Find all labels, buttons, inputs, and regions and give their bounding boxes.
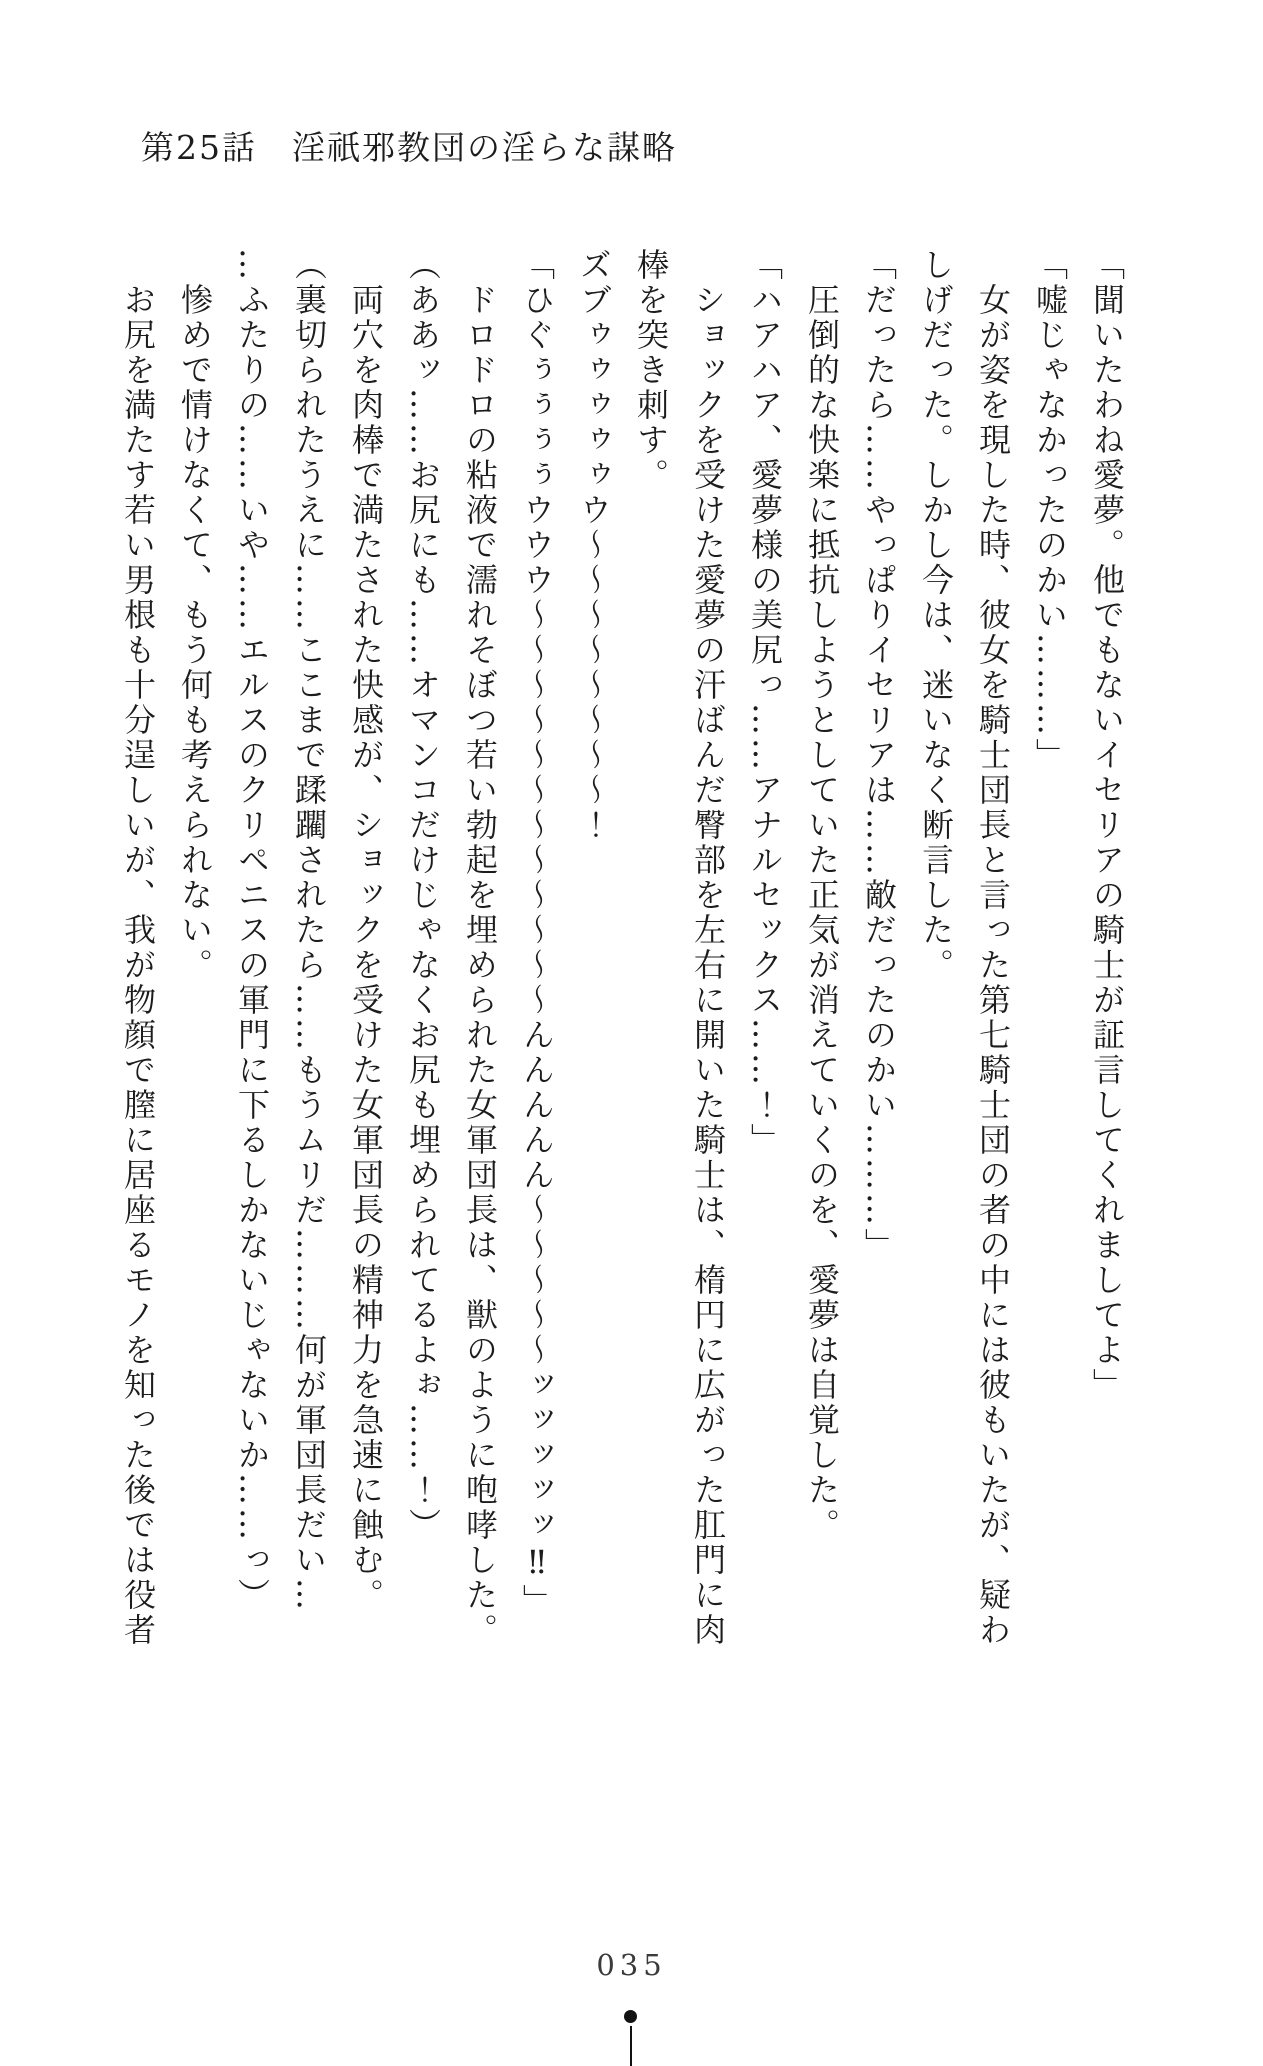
text-line: 「だったら……やっぱりイセリアは……敵だったのかい………」: [860, 248, 898, 1263]
text-line: ショックを受けた愛夢の汗ばんだ臀部を左右に開いた騎士は、楕円に広がった肛門に肉: [689, 248, 727, 1648]
chapter-header: 第25話 淫祇邪教団の淫らな謀略: [141, 128, 677, 167]
text-line: ドロドロの粘液で濡れそぼつ若い勃起を埋められた女軍団長は、獣のように咆哮した。: [461, 248, 499, 1648]
text-line: 両穴を肉棒で満たされた快感が、ショックを受けた女軍団長の精神力を急速に蝕む。: [347, 248, 385, 1613]
text-line: 圧倒的な快楽に抵抗しようとしていた正気が消えていくのを、愛夢は自覚した。: [803, 248, 841, 1543]
text-line: 惨めで情けなくて、もう何も考えられない。: [176, 248, 214, 983]
page-number: 035: [596, 1948, 667, 1982]
text-line: 女が姿を現した時、彼女を騎士団長と言った第七騎士団の者の中には彼もいたが、疑わ: [974, 248, 1012, 1648]
text-line: 「聞いたわね愛夢。他でもないイセリアの騎士が証言してくれましてよ」: [1088, 248, 1126, 1403]
fold-mark-dot: [624, 2010, 637, 2023]
text-line: お尻を満たす若い男根も十分逞しいが、我が物顔で膣に居座るモノを知った後では役者: [119, 248, 157, 1648]
text-line: （裏切られたうえに……ここまで蹂躙されたら……もうムリだ………何が軍団長だい…: [290, 248, 328, 1613]
text-line: （ああッ……お尻にも……オマンコだけじゃなくお尻も埋められてるよぉ……！）: [404, 248, 442, 1543]
fold-mark-line: [630, 2026, 632, 2066]
text-line: 「ハアハア、愛夢様の美尻っ……アナルセックス……！」: [746, 248, 784, 1158]
text-line: …ふたりの……いや……エルスのクリペニスの軍門に下るしかないじゃないか……っ）: [233, 248, 271, 1613]
text-line: 「ひぐぅぅぅぅウウウ〜〜〜〜〜〜〜〜〜〜〜〜んんんんん〜〜〜〜〜ッッッッッ‼」: [518, 248, 556, 1619]
text-line: 「嘘じゃなかったのかい………」: [1031, 248, 1069, 773]
text-line: しげだった。しかし今は、迷いなく断言した。: [917, 248, 955, 983]
text-line: ズブゥゥゥゥゥウ〜〜〜〜〜〜〜〜！: [575, 248, 613, 843]
text-line: 棒を突き刺す。: [632, 248, 670, 493]
body-text-block: [109, 248, 1135, 1672]
